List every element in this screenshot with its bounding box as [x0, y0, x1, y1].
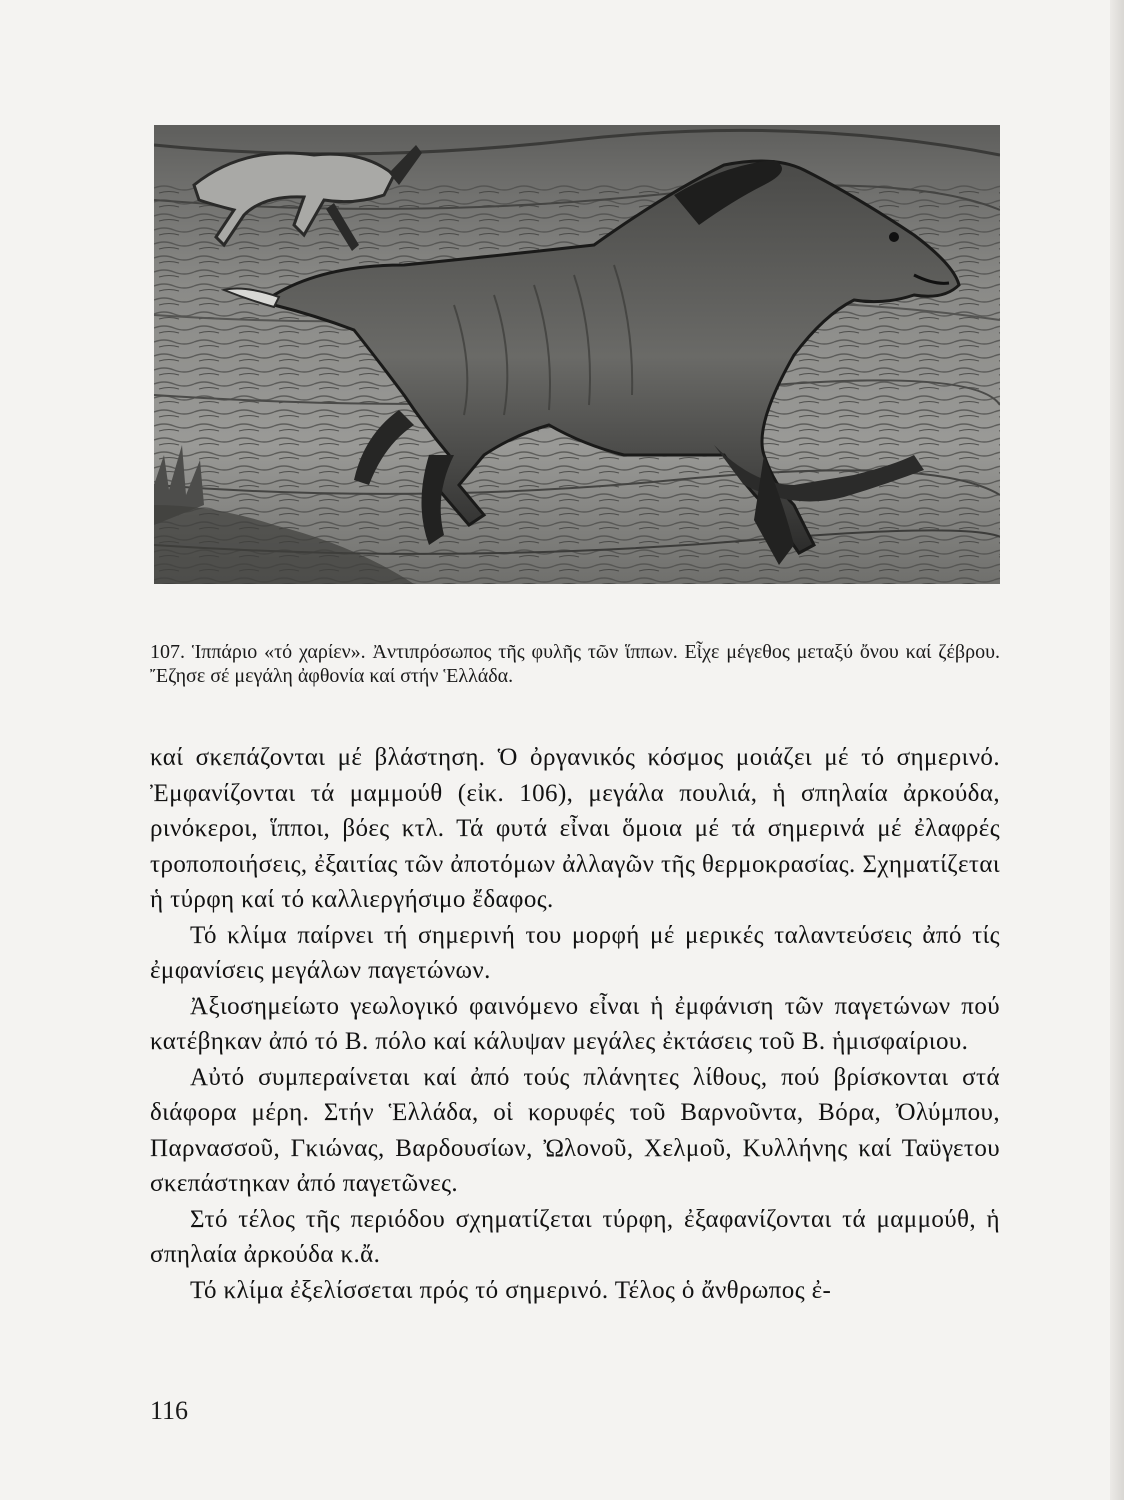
paragraph-3: Ἀξιοσημείωτο γεωλογικό φαινόμενο εἶναι ἡ ἐμφάνιση τῶν παγετώνων πού κατέβηκαν ἀπό τό Β. πόλο καί κάλυψαν μεγάλες ἐκτάσεις τοῦ Β. ἡμισφαίριου.	[150, 992, 1000, 1055]
paragraph-2: Τό κλίμα παίρνει τή σημερινή του μορφή μέ μερικές ταλαντεύσεις ἀπό τίς ἐμφανίσεις μεγάλων παγετώνων.	[150, 921, 1000, 984]
paragraph-6: Τό κλίμα ἐξελίσσεται πρός τό σημερινό. Τέλος ὁ ἄνθρωπος ἐ-	[190, 1276, 832, 1304]
page-number: 116	[150, 1396, 189, 1425]
body-text	[150, 740, 1000, 1308]
paragraph-1: καί σκεπάζονται μέ βλάστηση. Ὁ ὀργανικός κόσμος μοιάζει μέ τό σημερινό. Ἐμφανίζονται τά μαμμούθ (εἰκ. 106), μεγάλα πουλιά, ἡ σπηλαία ἀρκούδα, ρινόκεροι, ἵπποι, βόες κτλ. Τά φυτά εἶναι ὅμοια μέ τά σημερινά μέ ἐλαφρές τροποποιήσεις, ἐξαιτίας τῶν ἀποτόμων ἀλλαγῶν τῆς θερμοκρασίας. Σχηματίζεται ἡ τύρφη καί τό καλλιεργήσιμο ἔδαφος.	[150, 744, 1000, 913]
hipparion-drawing	[154, 125, 1000, 584]
hipparion-illustration	[154, 125, 1000, 584]
paragraph-5: Στό τέλος τῆς περιόδου σχηματίζεται τύρφη, ἐξαφανίζονται τά μαμμούθ, ἡ σπηλαία ἀρκούδα κ.ἄ.	[150, 1205, 1000, 1268]
paragraph-4: Αὐτό συμπεραίνεται καί ἀπό τούς πλάνητες λίθους, πού βρίσκονται στά διάφορα μέρη. Στήν Ἑλλάδα, οἱ κορυφές τοῦ Βαρνοῦντα, Βόρα, Ὀλύμπου, Παρνασσοῦ, Γκιώνας, Βαρδουσίων, Ὠλονοῦ, Χελμοῦ, Κυλλήνης καί Ταϋγετου σκεπάστηκαν ἀπό παγετῶνες.	[150, 1063, 1000, 1197]
figure-caption: 107. Ἱππάριο «τό χαρίεν». Ἀντιπρόσωπος τῆς φυλῆς τῶν ἵππων. Εἶχε μέγεθος μεταξύ ὄνου καί ζέβρου. Ἔζησε σέ μεγάλη ἀφθονία καί στήν Ἑλλάδα.	[150, 641, 1000, 687]
page-edge-shadow	[1110, 0, 1124, 1500]
